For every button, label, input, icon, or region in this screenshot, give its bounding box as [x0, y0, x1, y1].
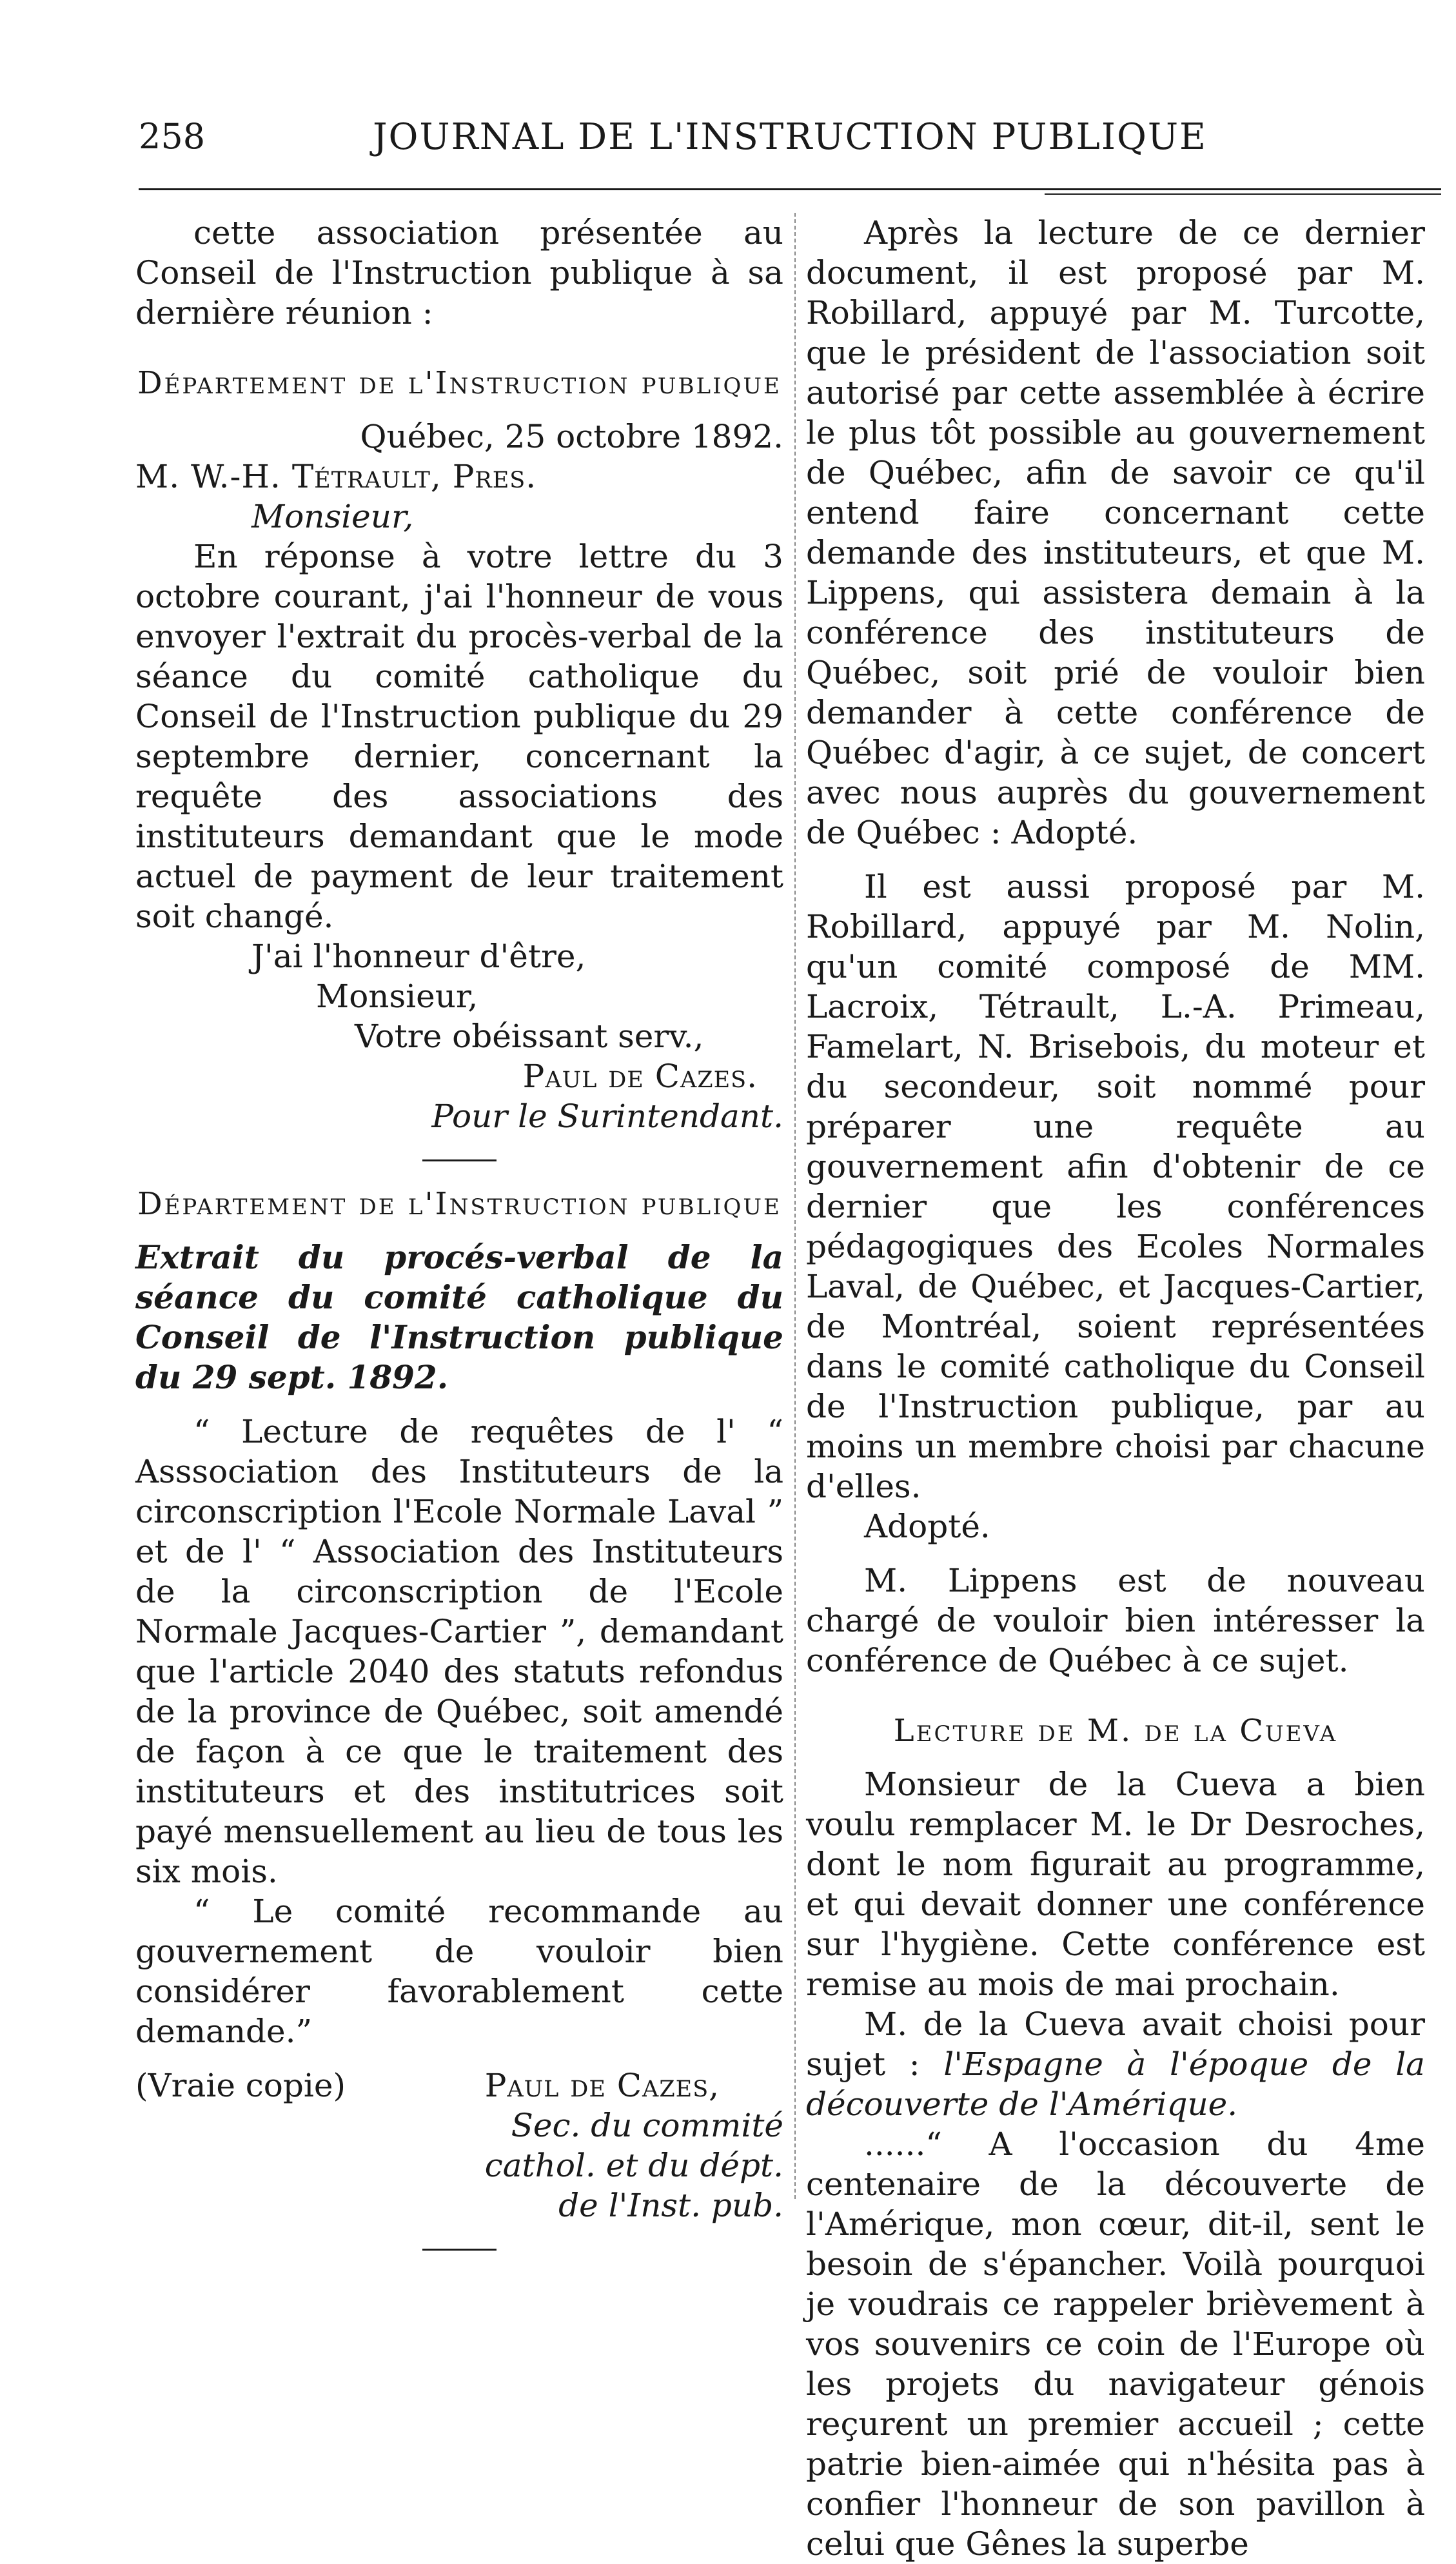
extract-signature-line-3: de l'Inst. pub.	[558, 2187, 783, 2224]
intro-paragraph: cette association présentée au Conseil de l'Instruction publique à sa dernière réunion :	[135, 214, 783, 331]
right-paragraph-2: Il est aussi proposé par M. Robillard, appuyé par M. Nolin, qu'un comité composé de MM. Lacroix, Tétrault, L.-A. Primeau, Famelart, N. Brisebois, du moteur et du secondeur, soit nommé pour préparer une requête au gouvernement afin d'obtenir de ce dernier que les conférences pédagogiques des Ecoles Normales Laval, de Québec, et Jacques-Cartier, de Montréal, soient représentées dans le comité catholique du Conseil de l'Instruction publique, par au moins un membre choisi par chacune d'elles.	[806, 868, 1425, 1505]
page-header	[139, 116, 1441, 174]
letter-closing-3: Votre obéissant serv.,	[355, 1018, 704, 1055]
page-number: 258	[139, 116, 206, 157]
extract-paragraph-2: “ Le comité recommande au gouvernement de vouloir bien considérer favorablement cette demande.”	[135, 1893, 783, 2050]
journal-title: JOURNAL DE L'INSTRUCTION PUBLIQUE	[373, 116, 1207, 158]
extract-paragraph-1: “ Lecture de requêtes de l' “ Asssociation des Instituteurs de la circonscription l'Ecole Normale Laval ” et de l' “ Association des Instituteurs de la circonscription de l'Ecole Normale Jacques-Cartier ”, demandant que l'article 2040 des statuts refondus de la province de Québec, soit amendé de façon à ce que le traitement des instituteurs et des institutrices soit payé mensuellement au lieu de tous les six mois.	[135, 1413, 783, 1890]
letter-department-heading: Département de l'Instruction publique	[137, 365, 782, 401]
letter-signature-title: Pour le Surintendant.	[431, 1098, 783, 1135]
section-separator-bottom	[422, 2249, 497, 2251]
extract-signature-row	[135, 2066, 783, 2225]
extract-signature-block	[485, 2066, 783, 2225]
extract-signature-line-2: cathol. et du dépt.	[484, 2147, 783, 2184]
right-column	[806, 213, 1425, 2564]
section-separator	[422, 1159, 497, 1161]
letter-place-date: Québec, 25 octobre 1892.	[360, 418, 783, 455]
header-rule-secondary	[1045, 193, 1441, 195]
right-paragraph-6: ......“ A l'occasion du 4me centenaire de la découverte de l'Amérique, mon cœur, dit-il, sent le besoin de s'épancher. Voilà pourquoi je voudrais ce rappeler brièvement à vos souvenirs ce coin de l'Europe où les projets du navigateur génois reçurent un premier accueil ; cette patrie bien-aimée qui n'hésita pas à confier l'honneur de son pavillon à celui que Gênes la superbe	[806, 2125, 1425, 2563]
letter-closing-2: Monsieur,	[316, 978, 478, 1015]
column-divider	[794, 213, 796, 2199]
copy-note: (Vraie copie)	[135, 2067, 346, 2104]
right-adopted: Adopté.	[864, 1508, 990, 1545]
extract-title: Extrait du procés-verbal de la séance du comité catholique du Conseil de l'Instruction publique du 29 sept. 1892.	[135, 1238, 783, 1396]
lecture-heading: Lecture de M. de la Cueva	[893, 1713, 1338, 1749]
left-column	[135, 213, 783, 2274]
letter-signature: Paul de Cazes.	[522, 1058, 758, 1095]
extract-signature: Paul de Cazes,	[484, 2067, 720, 2104]
letter-salutation: Monsieur,	[251, 498, 414, 535]
extract-department-heading: Département de l'Instruction publique	[137, 1186, 782, 1222]
right-paragraph-3: M. Lippens est de nouveau chargé de vouloir bien intéresser la conférence de Québec à ce sujet.	[806, 1562, 1425, 1679]
letter-closing-1: J'ai l'honneur d'être,	[251, 938, 586, 975]
right-paragraph-4: Monsieur de la Cueva a bien voulu remplacer M. le Dr Desroches, dont le nom figurait au programme, et qui devait donner une conférence sur l'hygiène. Cette conférence est remise au mois de mai prochain.	[806, 1766, 1425, 2003]
header-rule	[139, 188, 1441, 190]
letter-body: En réponse à votre lettre du 3 octobre courant, j'ai l'honneur de vous envoyer l'extrait du procès-verbal de la séance du comité catholique du Conseil de l'Instruction publique du 29 septembre dernier, concernant la requête des associations des instituteurs demandant que le mode actuel de payment de leur traitement soit changé.	[135, 538, 783, 935]
right-paragraph-5-start: M. de la Cueva avait choisi pour sujet :	[806, 2006, 1425, 2083]
letter-addressee: M. W.-H. Tétrault, Pres.	[135, 458, 537, 495]
right-paragraph-1: Après la lecture de ce dernier document, il est proposé par M. Robillard, appuyé par M. Turcotte, que le président de l'association soit autorisé par cette assemblée à écrire le plus tôt possible au gouvernement de Québec, afin de savoir ce qu'il entend faire concernant cette demande des instituteurs, et que M. Lippens, qui assistera demain à la conférence des instituteurs de Québec, soit prié de vouloir bien demander à cette conférence de Québec d'agir, à ce sujet, de concert avec nous auprès du gouvernement de Québec : Adopté.	[806, 214, 1425, 851]
lecture-subject: l'Espagne à l'époque de la découverte de l'Amérique.	[806, 2046, 1425, 2123]
right-paragraph-5	[806, 2004, 1425, 2124]
extract-signature-line-1: Sec. du commité	[511, 2107, 783, 2144]
